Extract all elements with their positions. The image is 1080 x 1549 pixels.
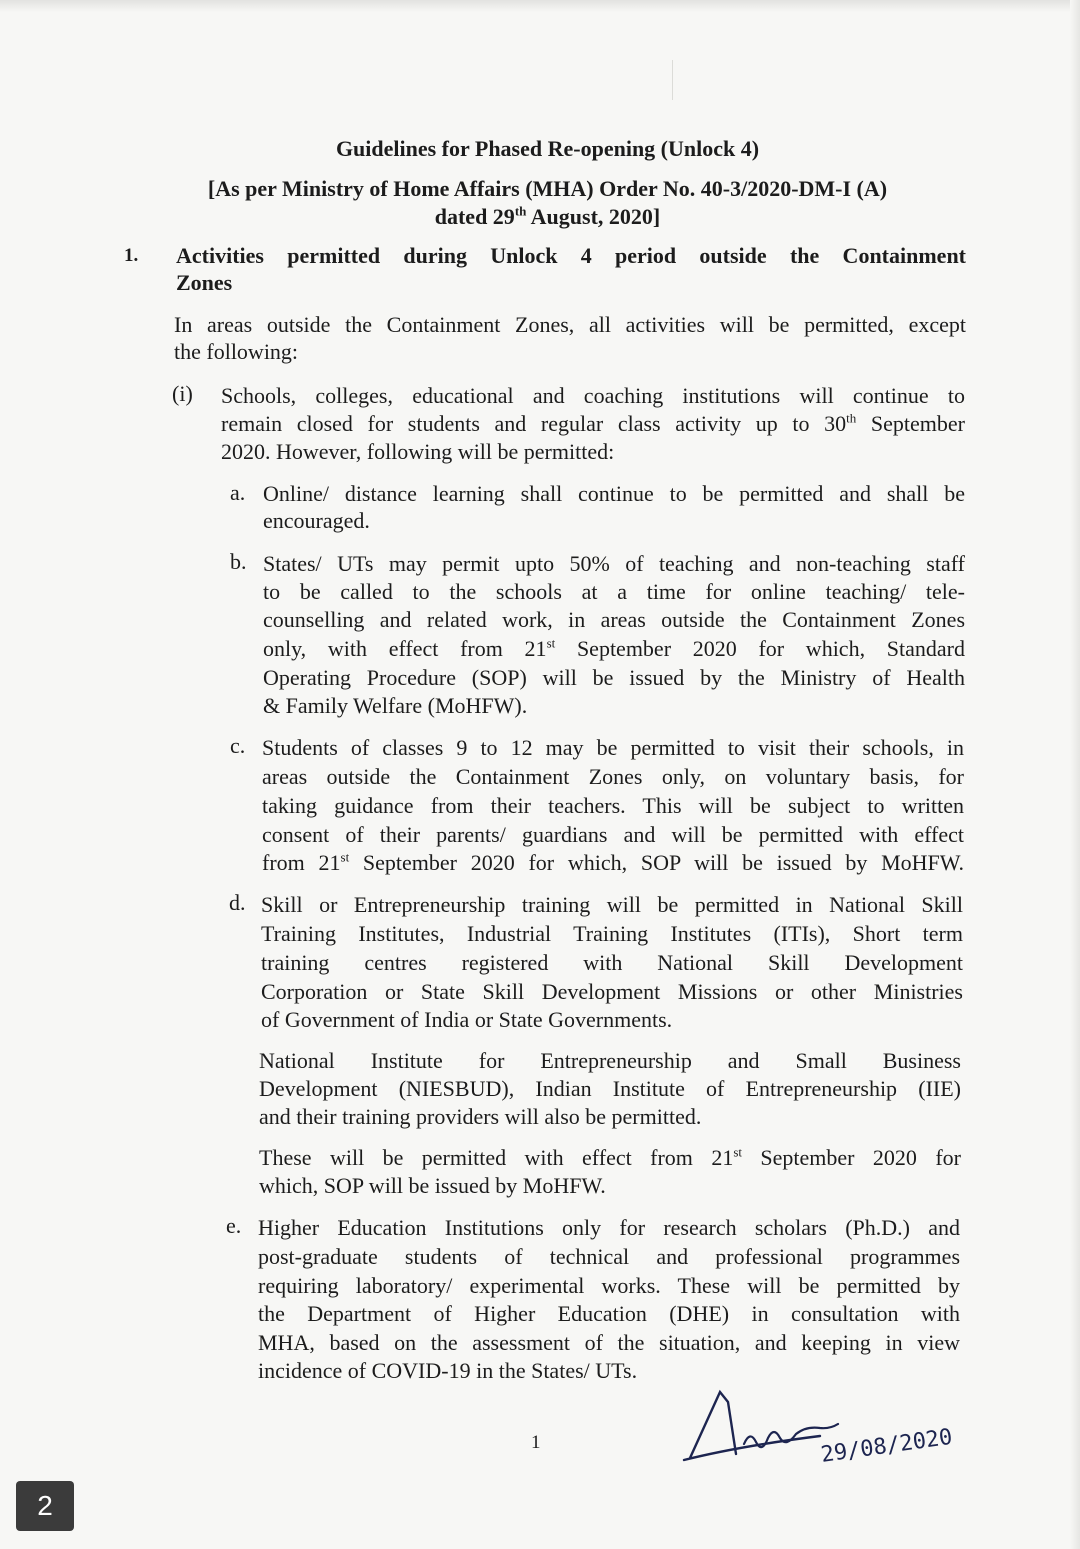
item-e-line5: MHA, based on the assessment of the situation, and keeping in view (258, 1330, 960, 1355)
item-b-line5: Operating Procedure (SOP) will be issued by the Ministry of Health (263, 665, 965, 690)
document-title: Guidelines for Phased Re-opening (Unlock 4) (335, 136, 760, 161)
scan-top-shadow (0, 0, 1080, 12)
item-b-line1: States/ UTs may permit upto 50% of teaching and non-teaching staff (263, 551, 965, 576)
item-c-marker: c. (230, 733, 246, 758)
item-e-line4: the Department of Higher Education (DHE) in consultation with (258, 1301, 960, 1326)
item-b-line3: counselling and related work, in areas outside the Containment Zones (263, 607, 965, 632)
scan-mark (672, 60, 673, 100)
item-c-line1: Students of classes 9 to 12 may be permitted to visit their schools, in (262, 735, 964, 760)
item-e-line6: incidence of COVID-19 in the States/ UTs. (258, 1358, 638, 1383)
intro-line1: In areas outside the Containment Zones, all activities will be permitted, except (174, 312, 966, 337)
section-heading-line1: Activities permitted during Unlock 4 period outside the Containment (176, 243, 966, 268)
item-c-line2: areas outside the Containment Zones only, on voluntary basis, for (262, 764, 964, 789)
item-b-line2: to be called to the schools at a time for online teaching/ tele- (263, 579, 965, 604)
scan-right-edge (1070, 0, 1080, 1549)
page-indicator-badge[interactable]: 2 (16, 1481, 74, 1531)
item-e-marker: e. (226, 1213, 242, 1238)
page-number: 1 (531, 1432, 541, 1453)
item-d-line5: of Government of India or State Governments. (261, 1007, 673, 1032)
signature-mark (680, 1380, 1020, 1490)
item-d-p2-line3: and their training providers will also be permitted. (259, 1104, 702, 1129)
item-b-line4: only, with effect from 21st September 2020 for which, Standard (263, 635, 965, 661)
item-e-line3: requiring laboratory/ experimental works. These will be permitted by (258, 1273, 960, 1298)
item-d-p2-line2: Development (NIESBUD), Indian Institute of Entrepreneurship (IIE) (259, 1076, 961, 1101)
item-d-line1: Skill or Entrepreneurship training will be permitted in National Skill (261, 892, 963, 917)
document-subtitle-line1: [As per Ministry of Home Affairs (MHA) Order No. 40-3/2020-DM-I (A) (207, 176, 888, 201)
item-d-line2: Training Institutes, Industrial Training Institutes (ITIs), Short term (261, 921, 963, 946)
section-number: 1. (124, 245, 139, 266)
item-d-line4: Corporation or State Skill Development Missions or other Ministries (261, 979, 963, 1004)
intro-line2: the following: (174, 339, 299, 364)
item-d-marker: d. (229, 890, 246, 915)
item-a-line1: Online/ distance learning shall continue to be permitted and shall be (263, 481, 965, 506)
item-d-p2-line1: National Institute for Entrepreneurship and Small Business (259, 1048, 961, 1073)
item-e-line2: post-graduate students of technical and professional programmes (258, 1244, 960, 1269)
section-heading-line2: Zones (176, 270, 233, 295)
item-i-line2: remain closed for students and regular class activity up to 30th September (221, 410, 965, 436)
item-d-p3-line1: These will be permitted with effect from 21st September 2020 for (259, 1144, 961, 1170)
item-b-line6: & Family Welfare (MoHFW). (263, 693, 528, 718)
item-i-line3: 2020. However, following will be permitted: (221, 439, 615, 464)
item-d-line3: training centres registered with National Skill Development (261, 950, 963, 975)
item-c-line5: from 21st September 2020 for which, SOP will be issued by MoHFW. (262, 849, 965, 875)
document-subtitle-line2: dated 29th August, 2020] (434, 203, 661, 229)
item-d-p3-line2: which, SOP will be issued by MoHFW. (259, 1173, 606, 1198)
item-c-line3: taking guidance from their teachers. This will be subject to written (262, 793, 964, 818)
item-b-marker: b. (230, 549, 247, 574)
signature-date: 29/08/2020 (819, 1424, 954, 1468)
item-i-line1: Schools, colleges, educational and coaching institutions will continue to (221, 383, 965, 408)
item-e-line1: Higher Education Institutions only for research scholars (Ph.D.) and (258, 1215, 960, 1240)
item-c-line4: consent of their parents/ guardians and will be permitted with effect (262, 822, 964, 847)
item-a-line2: encouraged. (263, 508, 370, 533)
item-a-marker: a. (230, 480, 246, 505)
item-i-marker: (i) (172, 381, 193, 406)
